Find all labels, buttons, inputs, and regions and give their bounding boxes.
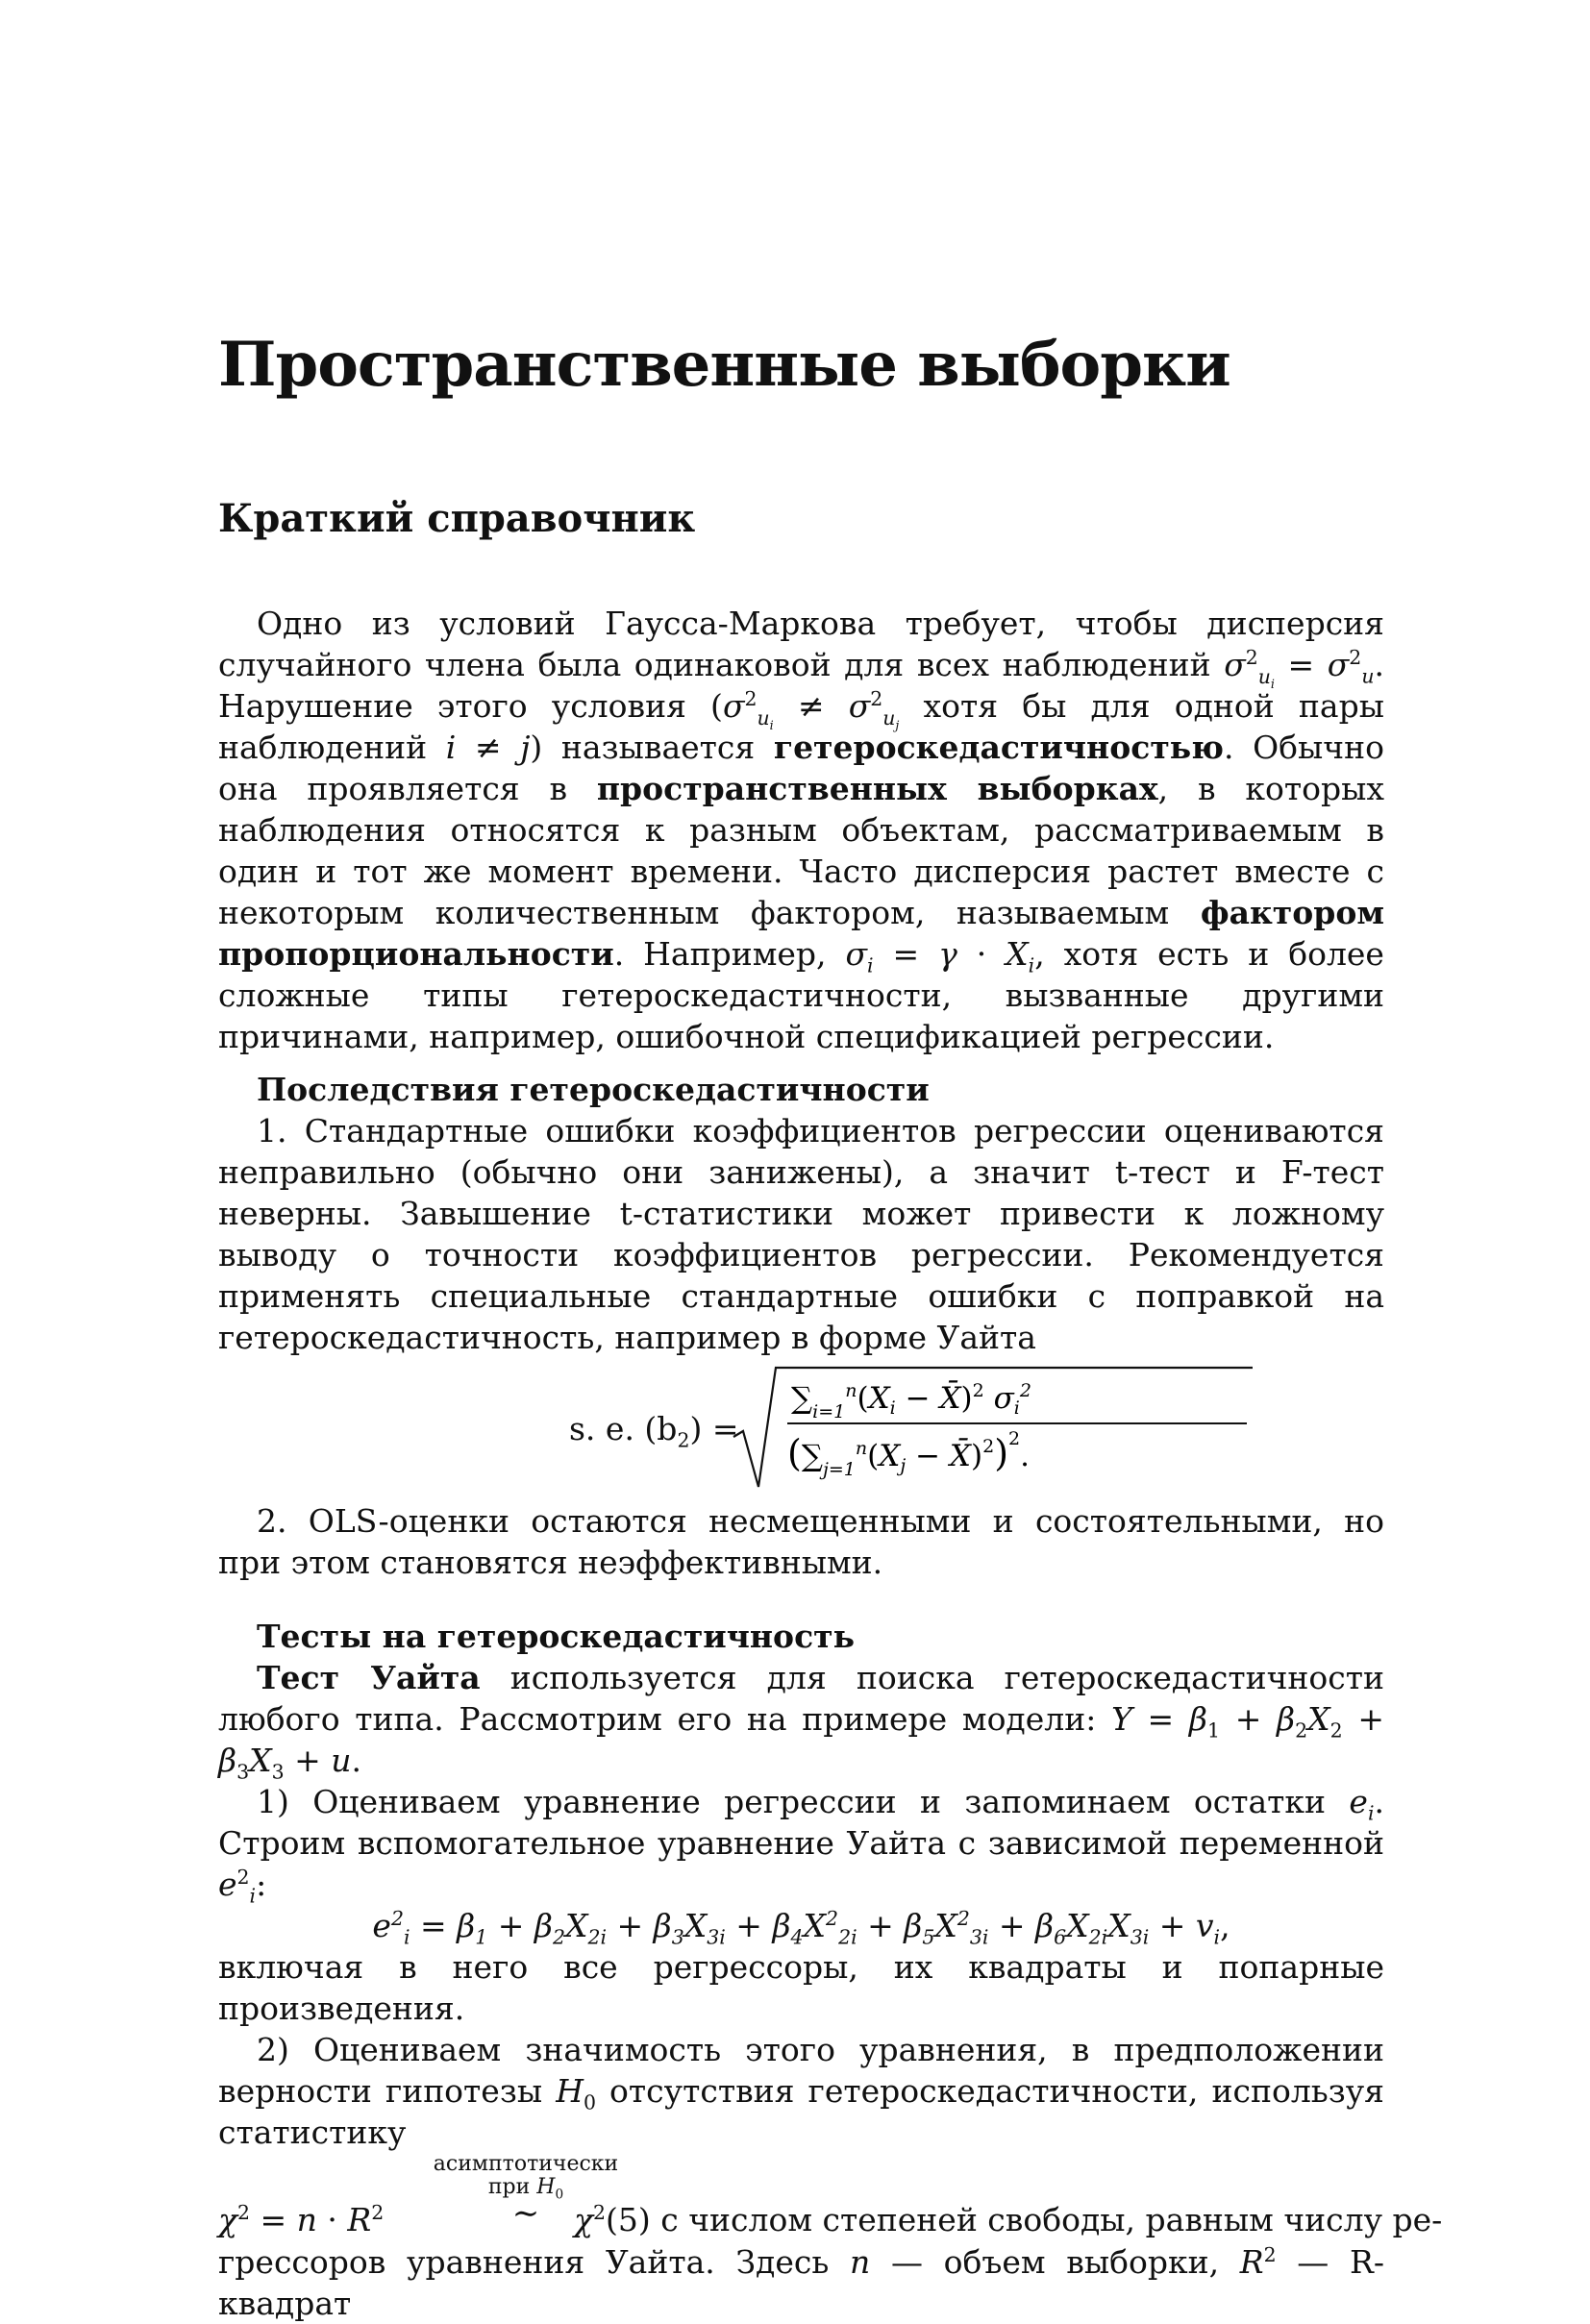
- white-step-1: 1) Оцениваем уравнение регрессии и запоминаем остатки $e_i$. Строим вспомогательное уравнение Уайта с зависимой переменной $e^2_i$:: [218, 1783, 1384, 1908]
- consequence-1: 1. Стандартные ошибки коэффициентов регрессии оцениваются неправильно (обычно они занижены), а значит t-тест и F-тест неверны. Завышение t-статистики может привести к ложному выводу о точности коэффициентов регрессии. Рекомендуется применять специальные стандартные ошибки с поправкой на гетероскедастичность, например в форме Уайта: [218, 1112, 1384, 1356]
- white-step-1-note: включая в него все регрессоры, их квадраты и попарные произведения.: [218, 1948, 1384, 2027]
- svg-text:∑i=1n(Xi − X̄)2 σi2: $\sum_{i=1}^n(Xi$ − X̄)$^2$ $\sigma i^2$: [791, 1380, 1031, 1422]
- section-heading: Краткий справочник: [218, 496, 696, 541]
- svg-text:(∑j=1n(Xj − X̄)2)2.: ($\sum_{j=1}^n(Xj$ − X̄)$^2$)$^2$.: [787, 1428, 1030, 1480]
- consequence-2: 2. OLS-оценки остаются несмещенными и состоятельными, но при этом становятся неэффективными.: [218, 1502, 1384, 1581]
- tests-heading: Тесты на гетероскедастичность: [257, 1618, 856, 1655]
- term-spatial-samples: пространственных выборках: [596, 770, 1158, 807]
- white-step-2: 2) Оцениваем значимость этого уравнения, в предположении верности гипотезы $H_0$ отсутствия гетероскедастичности, используя статистику: [218, 2031, 1384, 2151]
- term-white-test: Тест Уайта: [257, 1659, 481, 1696]
- white-se-formula: s. e. $(b_2)$ = $\sum_{i=1}^n(Xi$ − X̄)$^2$ $\sigma i^2$ ($\sum_{j=1}^n(Xj$ − X̄)$^2$)$^2$.: [218, 1362, 1384, 1496]
- white-step-2-cont: грессоров уравнения Уайта. Здесь n — объем выборки, $R^2$ — R-квадрат: [218, 2243, 1384, 2322]
- page-title: Пространственные выборки: [218, 329, 1230, 401]
- consequences-heading: Последствия гетероскедастичности: [257, 1071, 930, 1108]
- white-test-intro: Тест Уайта используется для поиска гетероскедастичности любого типа. Рассмотрим его на примере модели: $Y = \beta_1 + \beta_2X_2 + \beta_3X_3 + u$.: [218, 1659, 1384, 1784]
- white-auxiliary-equation: $e^2_i = \beta_1 + \beta_2X_{2i} + \beta_3X_{3i} + \beta_4X^2_{2i} + \beta_5X^2_{3i} + \beta_6X_{2i}X_{3i} + v_i$,: [372, 1907, 1230, 1949]
- formula-radical: [728, 1362, 1266, 1496]
- chi-square-statistic: $\chi^2 = n \cdot R^2$ асимптотически при $H_0$ ∼ $\chi^2(5)$ с числом степеней свободы, равным числу ре-: [218, 2152, 1443, 2238]
- term-heteroscedasticity: гетероскедастичностью: [773, 729, 1224, 766]
- asymptotic-tilde: асимптотически при $H_0$ ∼: [433, 2152, 619, 2233]
- term-proportionality-factor: фактором пропорциональности: [218, 894, 1384, 973]
- intro-paragraph: Одно из условий Гаусса-Маркова требует, чтобы дисперсия случайного члена была одинаковой для всех наблюдений $\sigma^2_{u_i} = \sigma^2_u$. Нарушение этого условия ($\sigma^2_{u_i} \ne \sigma^2_{u_j}$ хотя бы для одной пары наблюдений i ≠ j) называется гетероскедастичностью. Обычно она проявляется в пространственных выборках, в которых наблюдения относятся к разным объектам, рассматриваемым в один и тот же момент времени. Часто дисперсия растет вместе с некоторым количественным фактором, называемым фактором пропорциональности. Например, $\sigma_i = \gamma \cdot X_i$, хотя есть и более сложные типы гетероскедастичности, вызванные другими причинами, например, ошибочной спецификацией регрессии.: [218, 605, 1384, 1055]
- page-content: [218, 327, 1443, 2324]
